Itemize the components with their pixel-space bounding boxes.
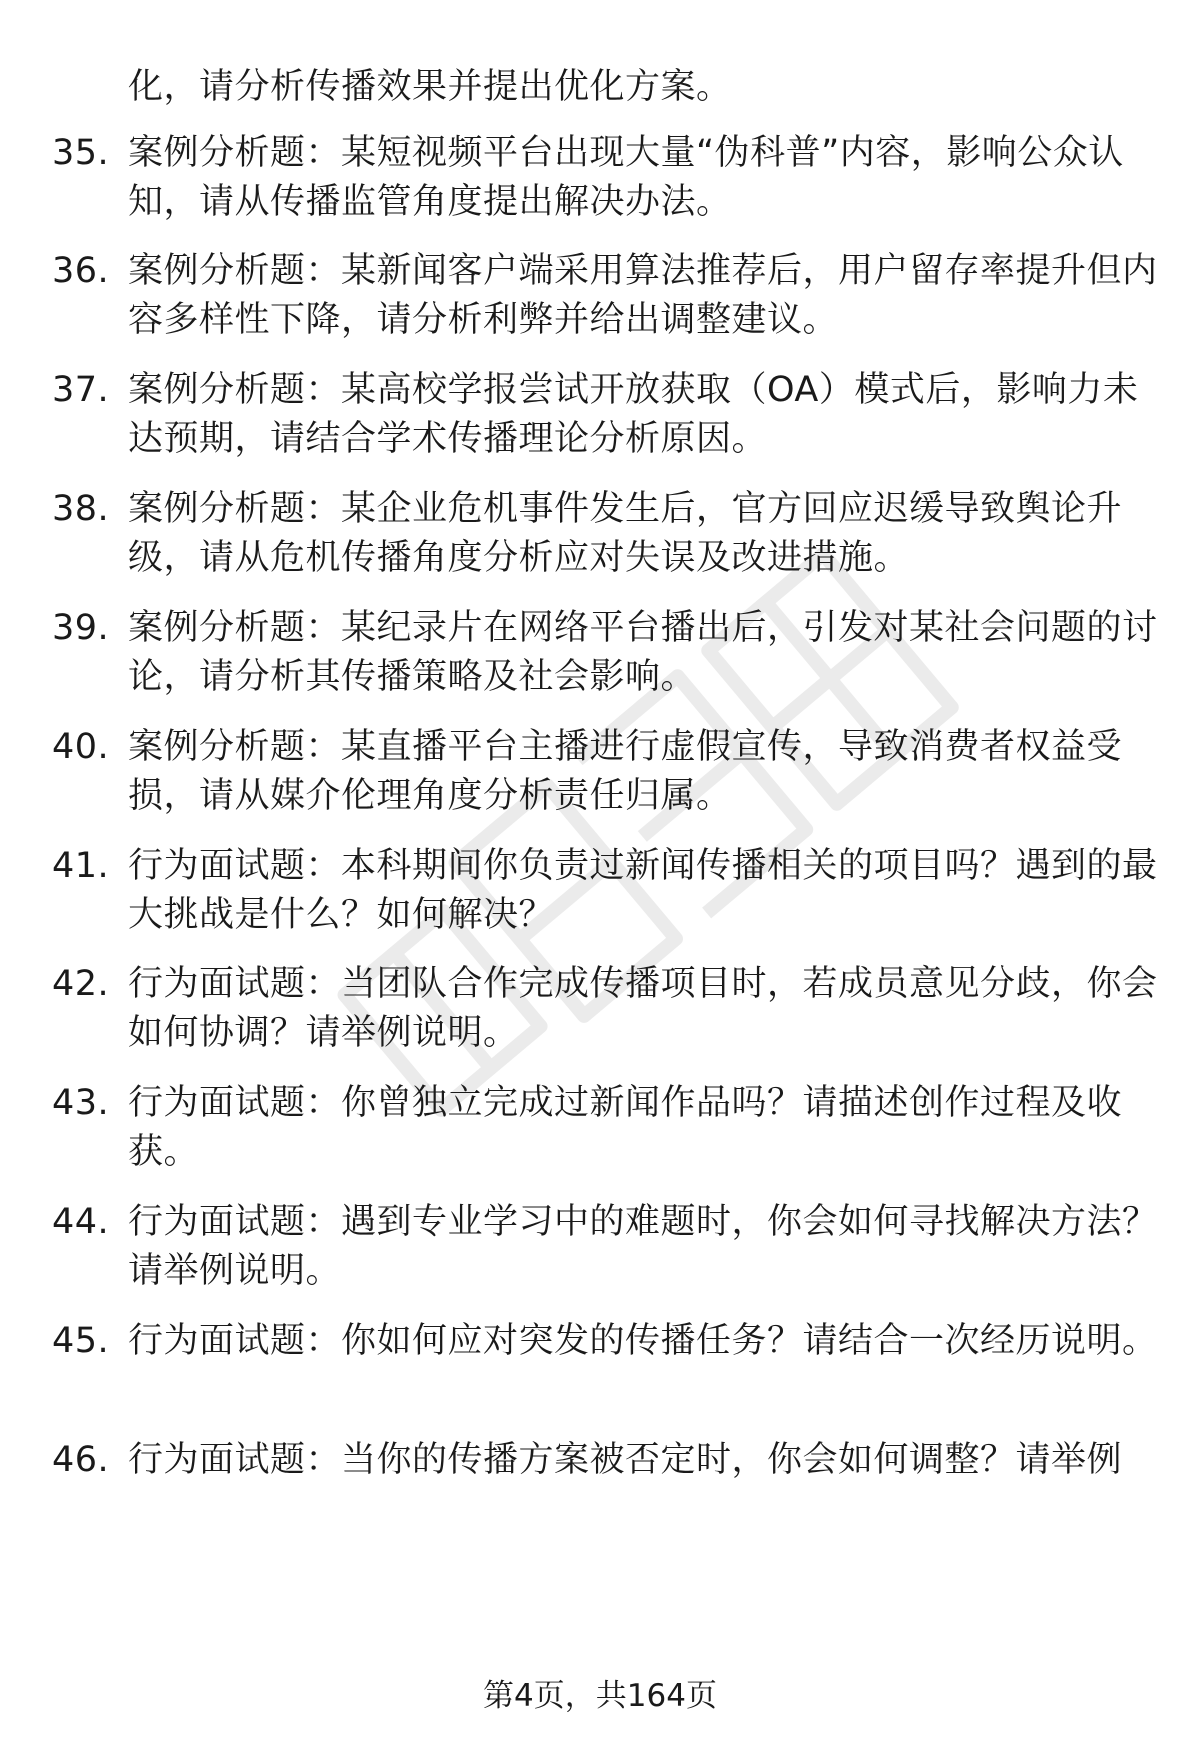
question-number: 39. xyxy=(52,608,110,648)
question-item xyxy=(52,247,1162,345)
question-item xyxy=(52,129,1162,227)
question-number: 43. xyxy=(52,1083,110,1123)
continuation-text: 化，请分析传播效果并提出优化方案。 xyxy=(128,67,732,107)
question-text: 行为面试题：当团队合作完成传播项目时，若成员意见分歧，你会如何协调？请举例说明。 xyxy=(128,964,1158,1053)
question-text: 行为面试题：当你的传播方案被否定时，你会如何调整？请举例 xyxy=(128,1440,1123,1480)
question-number: 41. xyxy=(52,846,110,886)
question-number: 36. xyxy=(52,251,110,291)
question-item xyxy=(52,1079,1162,1177)
question-text: 行为面试题：遇到专业学习中的难题时，你会如何寻找解决方法？请举例说明。 xyxy=(128,1202,1158,1291)
question-text: 行为面试题：你如何应对突发的传播任务？请结合一次经历说明。 xyxy=(128,1321,1158,1361)
question-text: 行为面试题：本科期间你负责过新闻传播相关的项目吗？遇到的最大挑战是什么？如何解决？ xyxy=(128,846,1158,935)
question-item xyxy=(52,1198,1162,1296)
question-text: 案例分析题：某直播平台主播进行虚假宣传，导致消费者权益受损，请从媒介伦理角度分析责任归属。 xyxy=(128,727,1123,816)
question-text: 案例分析题：某纪录片在网络平台播出后，引发对某社会问题的讨论，请分析其传播策略及社会影响。 xyxy=(128,608,1158,697)
question-number: 45. xyxy=(52,1321,110,1361)
question-item xyxy=(52,485,1162,583)
question-number: 35. xyxy=(52,133,110,173)
question-item xyxy=(52,960,1162,1058)
question-number: 37. xyxy=(52,370,110,410)
question-number: 38. xyxy=(52,489,110,529)
question-number: 44. xyxy=(52,1202,110,1242)
page-footer: 第4页，共164页 xyxy=(483,1678,717,1714)
question-number: 46. xyxy=(52,1440,110,1480)
question-text: 案例分析题：某短视频平台出现大量“伪科普”内容，影响公众认知，请从传播监管角度提出解决办法。 xyxy=(128,133,1124,222)
question-text: 行为面试题：你曾独立完成过新闻作品吗？请描述创作过程及收获。 xyxy=(128,1083,1123,1172)
question-item xyxy=(52,1317,1162,1366)
question-text: 案例分析题：某新闻客户端采用算法推荐后，用户留存率提升但内容多样性下降，请分析利弊并给出调整建议。 xyxy=(128,251,1158,340)
question-item xyxy=(52,1436,1162,1485)
question-text: 案例分析题：某高校学报尝试开放获取（OA）模式后，影响力未达预期，请结合学术传播理论分析原因。 xyxy=(128,370,1139,459)
question-item xyxy=(52,366,1162,464)
question-item xyxy=(52,604,1162,702)
question-item xyxy=(52,842,1162,940)
question-number: 42. xyxy=(52,964,110,1004)
question-text: 案例分析题：某企业危机事件发生后，官方回应迟缓导致舆论升级，请从危机传播角度分析应对失误及改进措施。 xyxy=(128,489,1123,578)
question-number: 40. xyxy=(52,727,110,767)
question-item xyxy=(52,723,1162,821)
